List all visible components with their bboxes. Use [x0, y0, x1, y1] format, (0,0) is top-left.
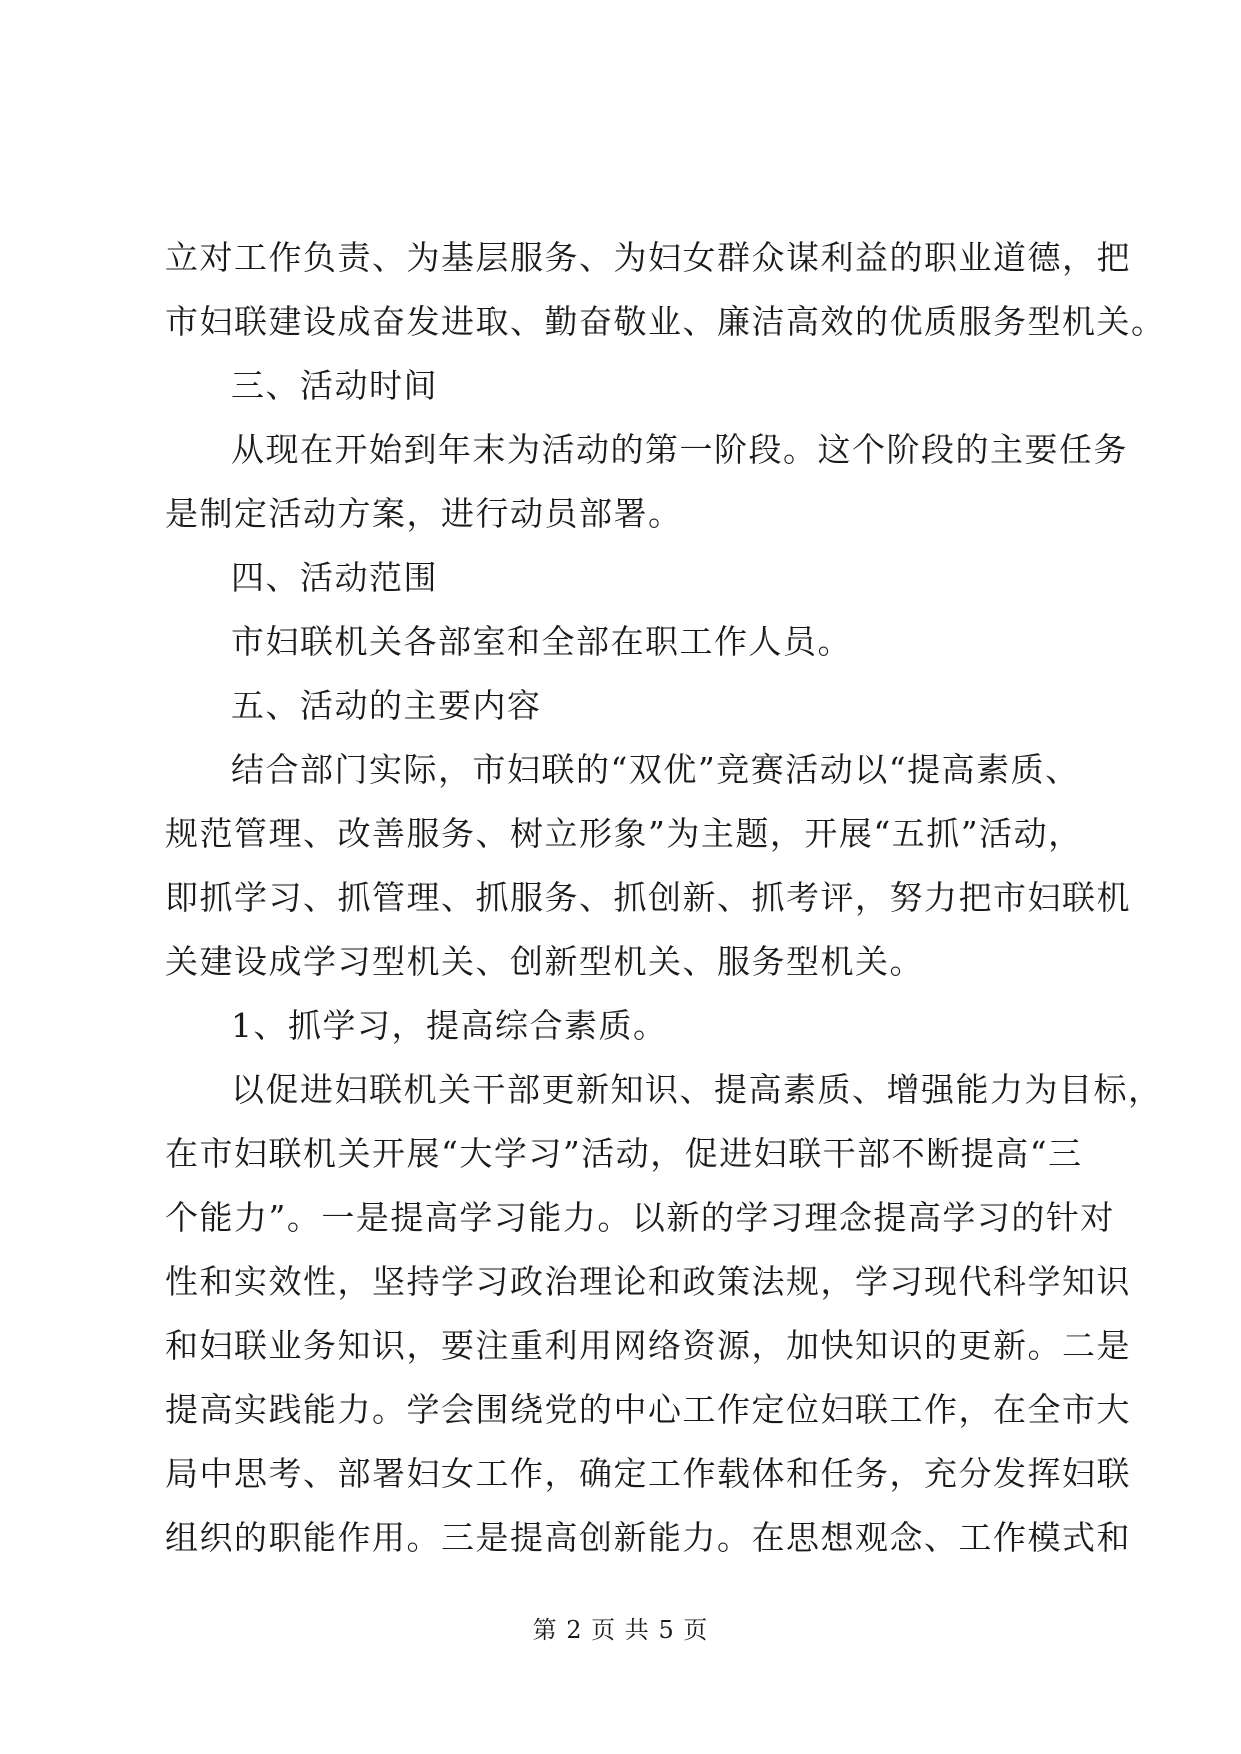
text-line: 个能力”。一是提高学习能力。以新的学习理念提高学习的针对 — [165, 1198, 1115, 1237]
text-line: 以促进妇联机关干部更新知识、提高素质、增强能力为目标， — [231, 1070, 1163, 1109]
text-line: 关建设成学习型机关、创新型机关、服务型机关。 — [165, 942, 924, 981]
body-text — [165, 226, 1166, 1570]
text-line: 市妇联建设成奋发进取、勤奋敬业、廉洁高效的优质服务型机关。 — [165, 302, 1166, 341]
text-line: 立对工作负责、为基层服务、为妇女群众谋利益的职业道德，把 — [165, 238, 1131, 277]
text-line: 结合部门实际，市妇联的“双优”竞赛活动以“提高素质、 — [231, 750, 1080, 789]
text-line: 是制定活动方案，进行动员部署。 — [165, 494, 683, 533]
text-line: 提高实践能力。学会围绕党的中心工作定位妇联工作，在全市大 — [165, 1390, 1131, 1429]
text-line: 组织的职能作用。三是提高创新能力。在思想观念、工作模式和 — [165, 1518, 1131, 1557]
text-line: 在市妇联机关开展“大学习”活动，促进妇联干部不断提高“三 — [165, 1134, 1083, 1173]
text-line: 性和实效性，坚持学习政治理论和政策法规，学习现代科学知识 — [165, 1262, 1131, 1301]
text-line: 市妇联机关各部室和全部在职工作人员。 — [231, 622, 852, 661]
text-line: 即抓学习、抓管理、抓服务、抓创新、抓考评，努力把市妇联机 — [165, 878, 1131, 917]
text-line: 局中思考、部署妇女工作，确定工作载体和任务，充分发挥妇联 — [165, 1454, 1131, 1493]
text-line: 五、活动的主要内容 — [231, 686, 542, 725]
text-line: 1、抓学习，提高综合素质。 — [231, 1006, 668, 1045]
text-line: 规范管理、改善服务、树立形象”为主题，开展“五抓”活动， — [165, 814, 1083, 853]
text-line: 三、活动时间 — [231, 366, 438, 405]
text-line: 和妇联业务知识，要注重利用网络资源，加快知识的更新。二是 — [165, 1326, 1131, 1365]
page-footer: 第 2 页 共 5 页 — [532, 1616, 709, 1644]
text-line: 从现在开始到年末为活动的第一阶段。这个阶段的主要任务 — [231, 430, 1128, 469]
text-line: 四、活动范围 — [231, 558, 438, 597]
